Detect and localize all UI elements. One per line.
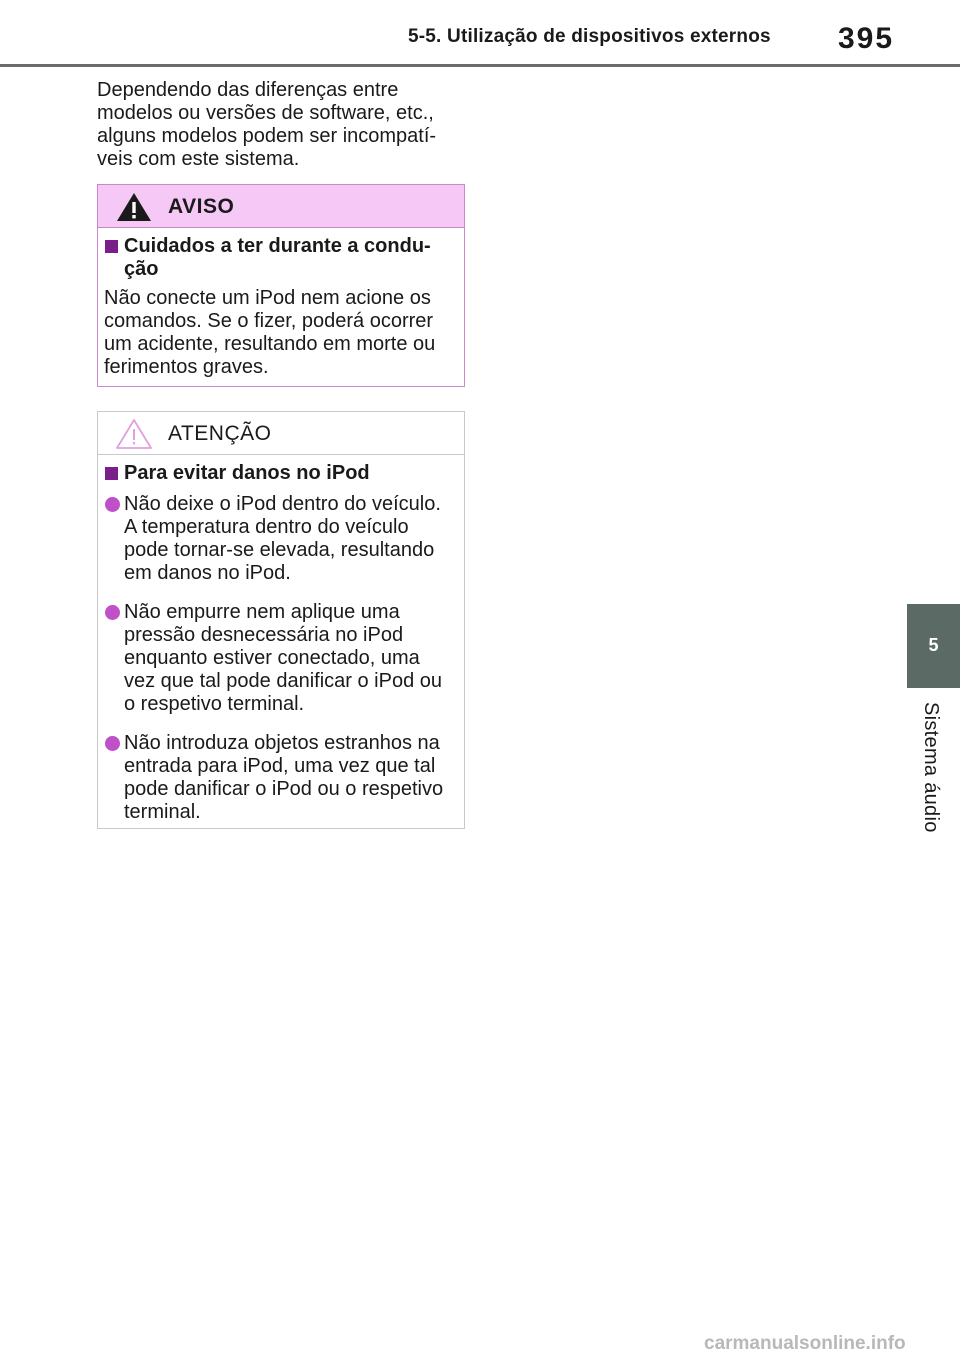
intro-line: alguns modelos podem ser incompatí- <box>97 125 437 147</box>
watermark: carmanualsonline.info <box>704 1333 906 1354</box>
square-bullet-icon <box>105 467 118 480</box>
bullet-line: pressão desnecessária no iPod <box>124 624 404 646</box>
aviso-title: AVISO <box>168 195 235 218</box>
bullet-line: em danos no iPod. <box>124 562 291 584</box>
warning-icon <box>115 191 153 223</box>
bullet-line: Não deixe o iPod dentro do veículo. <box>124 493 441 515</box>
atencao-box <box>97 411 465 829</box>
chapter-label: Sistema áudio <box>920 702 942 833</box>
bullet-line: vez que tal pode danificar o iPod ou <box>124 670 442 692</box>
intro-paragraph <box>97 79 467 171</box>
header-rule <box>0 64 960 67</box>
atencao-heading <box>104 462 456 485</box>
bullet-line: enquanto estiver conectado, uma <box>124 647 420 669</box>
aviso-heading-line: ção <box>124 258 159 280</box>
page-number: 395 <box>838 22 895 55</box>
aviso-body <box>98 228 464 379</box>
bullet-line: pode tornar-se elevada, resultando <box>124 539 435 561</box>
atencao-heading-text: Para evitar danos no iPod <box>124 462 370 484</box>
square-bullet-icon <box>105 240 118 253</box>
list-item <box>104 601 456 716</box>
bullet-line: o respetivo terminal. <box>124 693 305 715</box>
aviso-text-line: comandos. Se o fizer, poderá ocorrer <box>104 310 434 332</box>
atencao-body <box>98 455 464 824</box>
aviso-text-line: um acidente, resultando em morte ou <box>104 333 436 355</box>
bullet-line: A temperatura dentro do veículo <box>124 516 409 538</box>
caution-icon <box>115 418 153 450</box>
circle-bullet-icon <box>105 497 120 512</box>
aviso-header <box>98 185 464 228</box>
list-item <box>104 493 456 585</box>
circle-bullet-icon <box>105 605 120 620</box>
aviso-heading-line: Cuidados a ter durante a condu- <box>124 235 431 257</box>
aviso-text-line: Não conecte um iPod nem acione os <box>104 287 431 309</box>
chapter-number: 5 <box>928 635 939 655</box>
circle-bullet-icon <box>105 736 120 751</box>
bullet-line: entrada para iPod, uma vez que tal <box>124 755 436 777</box>
chapter-tab[interactable] <box>907 604 960 688</box>
aviso-box <box>97 184 465 387</box>
intro-line: Dependendo das diferenças entre <box>97 79 399 101</box>
atencao-header <box>98 412 464 455</box>
aviso-heading <box>104 235 456 281</box>
bullet-line: pode danificar o iPod ou o respetivo <box>124 778 444 800</box>
bullet-line: Não introduza objetos estranhos na <box>124 732 440 754</box>
atencao-title: ATENÇÃO <box>168 422 272 445</box>
intro-line: veis com este sistema. <box>97 148 300 170</box>
bullet-line: terminal. <box>124 801 201 823</box>
aviso-text <box>104 287 456 379</box>
list-item <box>104 732 456 824</box>
header-section-title: 5-5. Utilização de dispositivos externos <box>408 26 771 47</box>
aviso-text-line: ferimentos graves. <box>104 356 269 378</box>
intro-line: modelos ou versões de software, etc., <box>97 102 434 124</box>
bullet-line: Não empurre nem aplique uma <box>124 601 400 623</box>
